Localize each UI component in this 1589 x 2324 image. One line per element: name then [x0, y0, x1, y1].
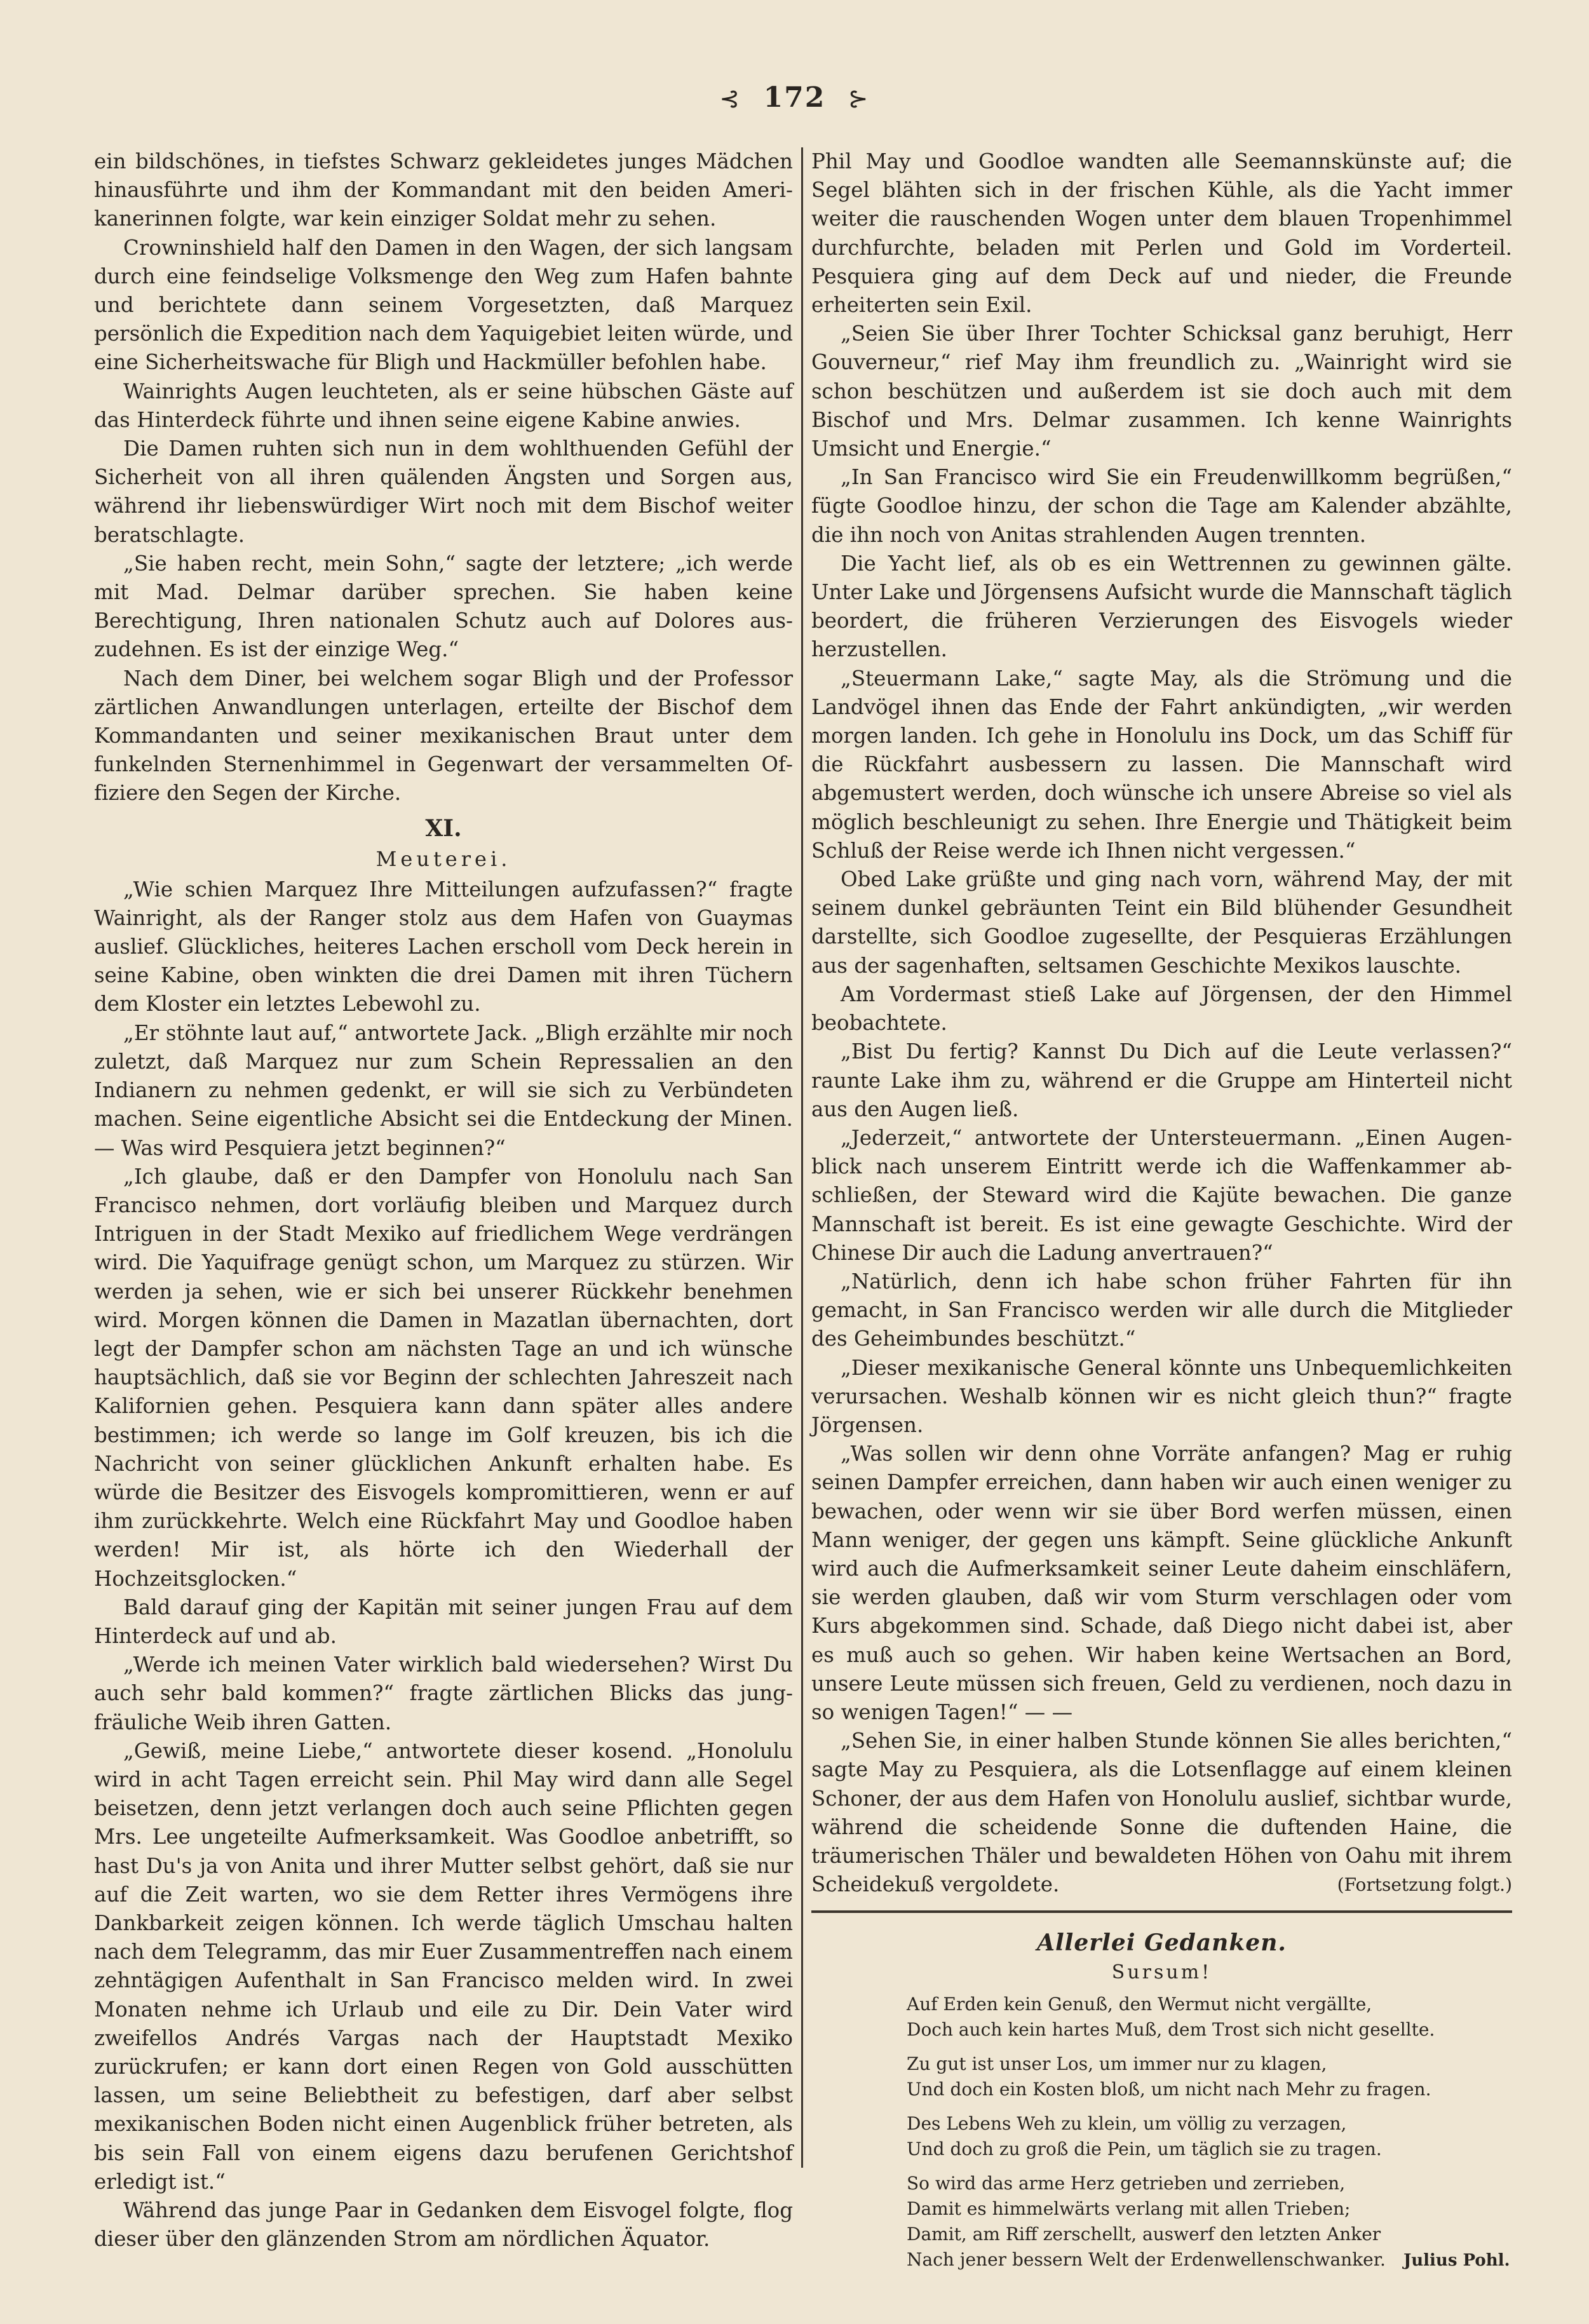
paragraph: „Er stöhnte laut auf,“ antwortete Jack. „Bligh erzählte mir noch zuletzt, daß Marquez nur zum Schein Repressalien an den Indianern zu nehmen gedenkt, er will sie sich zu Verbündeten machen. Seine eigentliche Absicht sei die Entdeckung der Minen. — Was wird Pesquiera jetzt beginnen?“ [94, 1020, 793, 1160]
poem-line: Und doch zu groß die Pein, um täglich sie zu tragen. [907, 2138, 1382, 2160]
poem-line: Und doch ein Kosten bloß, um nicht nach Mehr zu fragen. [907, 2079, 1431, 2100]
poem [907, 1992, 1512, 2273]
paragraph: ein bildschönes, in tiefstes Schwarz gekleidetes junges Mädchen hinausführte und ihm der Kommandant mit den beiden Amerikanerinnen folgte, war kein einziger Soldat mehr zu sehen. [94, 149, 793, 231]
paragraph: Die Damen ruhten sich nun in dem wohlthuenden Gefühl der Sicherheit von all ihren quälenden Ängsten und Sorgen aus, während ihr liebenswürdiger Wirt noch mit dem Bischof weiter beratschlagte. [94, 436, 793, 547]
box-title: Allerlei Gedanken. [1037, 1929, 1287, 1957]
paragraph: „Werde ich meinen Vater wirklich bald wiedersehen? Wirst Du auch sehr bald kommen?“ fragte zärtlichen Blicks das jungfräuliche Weib ihren Gatten. [94, 1652, 793, 1734]
paragraph: Crowninshield half den Damen in den Wagen, der sich langsam durch eine feindselige Volksmenge den Weg zum Hafen bahnte und berichtete dann seinem Vorgesetzten, daß Marquez persönlich die Expedition nach dem Yaquigebiet leiten würde, und eine Sicherheitswache für Bligh und Hackmüller befohlen habe. [94, 235, 793, 375]
paragraph: Wainrights Augen leuchteten, als er seine hübschen Gäste auf das Hinterdeck führte und ihnen seine eigene Kabine anwies. [94, 379, 793, 432]
column-divider [801, 147, 803, 2168]
poem-line: So wird das arme Herz getrieben und zerrieben, [907, 2173, 1346, 2194]
continued-note: (Fortsetzung folgt.) [1337, 1874, 1512, 1896]
poem-line: Zu gut ist unser Los, um immer nur zu klagen, [907, 2053, 1327, 2075]
paragraph: Nach dem Diner, bei welchem sogar Bligh und der Professor zärtlichen Anwandlungen unterlagen, erteilte der Bischof dem Kommandanten und seiner mexikanischen Braut unter dem funkelnden Sternenhimmel in Gegenwart der versammelten Offiziere den Segen der Kirche. [94, 666, 793, 806]
paragraph: „Sie haben recht, mein Sohn,“ sagte der letztere; „ich werde mit Mad. Delmar darüber sprechen. Sie haben keine Berechtigung, Ihren nationalen Schutz auch auf Dolores auszudehnen. Es ist der einzige Weg.“ [94, 551, 793, 662]
paragraph: Phil May und Goodloe wandten alle Seemannskünste auf; die Segel blähten sich in der frischen Kühle, als die Yacht immer weiter die rauschenden Wogen unter dem blauen Tropenhimmel durchfurchte, beladen mit Perlen und Gold im Vorderteil. Pesquiera ging auf dem Deck auf und nieder, die Freunde erheiterten sein Exil. [811, 149, 1512, 318]
poem-author: Julius Pohl. [1403, 2251, 1510, 2271]
poem-line: Damit, am Riff zerschellt, auswerf den letzten Anker [907, 2224, 1381, 2245]
poem-line [907, 2247, 1512, 2273]
page-header [0, 81, 1589, 114]
poem-line-text: Nach jener bessern Welt der Erdenwellenschwanker. [907, 2249, 1386, 2271]
paragraph [811, 1727, 1512, 1899]
chapter-number: XI. [425, 814, 462, 842]
paragraph: „Jederzeit,“ antwortete der Untersteuermann. „Einen Augenblick nach unserem Eintritt werde ich die Waffenkammer abschließen, der Steward wird die Kajüte bewachen. Die ganze Mannschaft ist bereit. Es ist eine gewagte Geschichte. Wird der Chinese Dir auch die Ladung anvertrauen?“ [811, 1125, 1512, 1265]
paragraph: Die Yacht lief, als ob es ein Wettrennen zu gewinnen gälte. Unter Lake und Jörgensens Aufsicht wurde die Mannschaft täglich beordert, die früheren Verzierungen des Eisvogels wieder herzustellen. [811, 551, 1512, 662]
paragraph: „Gewiß, meine Liebe,“ antwortete dieser kosend. „Honolulu wird in acht Tagen erreicht sein. Phil May wird dann alle Segel beisetzen, denn jetzt verlangen doch auch seine Pflichten gegen Mrs. Lee ungeteilte Aufmerksamkeit. Was Goodloe anbetrifft, so hast Du's ja von Anita und ihrer Mutter selbst gehört, daß sie nur auf die Zeit warten, wo sie dem Retter ihres Vermögens ihre Dankbarkeit zeigen können. Ich werde täglich Umschau halten nach dem Telegramm, das mir Euer Zusammentreffen nach einem zehntägigen Aufenthalt in San Francisco melden wird. In zwei Monaten nehme ich Urlaub und eile zu Dir. Dein Vater wird zweifellos Andrés Vargas nach der Hauptstadt Mexiko zurückrufen; er kann dort einen Regen von Gold ausschütten lassen, um seine Beliebtheit zu befestigen, darf aber selbst mexikanischen Boden nicht einen Augenblick früher betreten, als bis sein Fall von einem eigens dazu berufenen Gerichtshof erledigt ist.“ [94, 1738, 793, 2194]
poem-line: Des Lebens Weh zu klein, um völlig zu verzagen, [907, 2113, 1347, 2135]
ornament-right-icon: ⊱ [848, 84, 870, 112]
paragraph: „Wie schien Marquez Ihre Mitteilungen aufzufassen?“ fragte Wainright, als der Ranger stolz aus dem Hafen von Guaymas auslief. Glückliches, heiteres Lachen erscholl vom Deck herein in seine Kabine, oben winkten die drei Damen mit ihren Tüchern dem Kloster ein letztes Lebewohl zu. [94, 877, 793, 1017]
chapter-title: Meuterei. [375, 846, 511, 871]
ornament-left-icon: ⊰ [719, 84, 741, 112]
paragraph: Bald darauf ging der Kapitän mit seiner jungen Frau auf dem Hinterdeck auf und ab. [94, 1595, 793, 1648]
paragraph: Während das junge Paar in Gedanken dem Eisvogel folgte, flog dieser über den glänzenden Strom am nördlichen Äquator. [94, 2198, 793, 2252]
poem-line: Doch auch kein hartes Muß, dem Trost sich nicht gesellte. [907, 2019, 1435, 2041]
box-subtitle: Sursum! [1111, 1961, 1212, 1984]
poem-line: Damit es himmelwärts verlang mit allen Trieben; [907, 2198, 1351, 2220]
poem-line: Auf Erden kein Genuß, den Wermut nicht vergällte, [907, 1994, 1372, 2015]
page-number: 172 [763, 81, 826, 114]
paragraph: „Ich glaube, daß er den Dampfer von Honolulu nach San Francisco nehmen, dort vorläufig bleiben und Marquez durch Intriguen in der Stadt Mexiko auf friedlichem Wege verdrängen wird. Die Yaquifrage genügt schon, um Marquez zu stürzen. Wir werden ja sehen, wie er sich bei unserer Rückkehr benehmen wird. Morgen können die Damen in Mazatlan übernachten, dort legt der Dampfer schon am nächsten Tage an und ich wünsche hauptsächlich, daß sie vor Beginn der schlechten Jahreszeit nach Kalifornien gehen. Pesquiera kann dann später alles andere bestimmen; ich werde so lange im Golf kreuzen, bis ich die Nachricht von seiner glücklichen Ankunft erhalten habe. Es würde die Besitzer des Eisvogels kompromittieren, wenn er auf ihm zurückkehrte. Welch eine Rückfahrt May und Goodloe haben werden! Mir ist, als hörte ich den Wiederhall der Hochzeitsglocken.“ [94, 1164, 793, 1591]
paragraph: Am Vordermast stieß Lake auf Jörgensen, der den Himmel beobachtete. [811, 982, 1512, 1036]
paragraph-text: „Sehen Sie, in einer halben Stunde können Sie alles berichten,“ sagte May zu Pesquiera, als die Lotsenflagge auf einem kleinen Schoner, der aus dem Hafen von Honolulu auslief, sichtbar wurde, während die scheidende Sonne die duftenden Haine, die träumerischen Thäler und bewaldeten Höhen von Oahu mit ihrem Scheidekuß vergoldete. [811, 1729, 1512, 1897]
paragraph: „Steuermann Lake,“ sagte May, als die Strömung und die Landvögel ihnen das Ende der Fahrt ankündigten, „wir werden morgen landen. Ich gehe in Honolulu ins Dock, um das Schiff für die Rückfahrt ausbessern zu lassen. Die Mannschaft wird abgemustert werden, doch wünsche ich unsere Abreise so viel als möglich beschleunigt zu sehen. Ihre Energie und Thätigkeit beim Schluß der Reise werde ich Ihnen nicht vergessen.“ [811, 666, 1512, 863]
paragraph: „In San Francisco wird Sie ein Freudenwillkomm begrüßen,“ fügte Goodloe hinzu, der schon die Tage am Kalender abzählte, die ihn noch von Anitas strahlenden Augen trennten. [811, 465, 1512, 547]
paragraph: „Dieser mexikanische General könnte uns Unbequemlichkeiten verursachen. Weshalb können wir es nicht gleich thun?“ fragte Jörgensen. [811, 1355, 1512, 1437]
paragraph: „Bist Du fertig? Kannst Du Dich auf die Leute verlassen?“ raunte Lake ihm zu, während er die Gruppe am Hinterteil nicht aus den Augen ließ. [811, 1039, 1512, 1121]
paragraph: „Natürlich, denn ich habe schon früher Fahrten für ihn gemacht, in San Francisco werden wir alle durch die Mitglieder des Geheimbundes beschützt.“ [811, 1269, 1512, 1351]
right-column [811, 147, 1512, 2271]
left-column [94, 147, 793, 2252]
paragraph: Obed Lake grüßte und ging nach vorn, während May, der mit seinem dunkel gebräunten Teint ein Bild blühender Gesundheit darstellte, sich Goodloe zugesellte, der Pesquieras Erzählungen aus der sagenhaften, seltsamen Geschichte Mexikos lauschte. [811, 867, 1512, 978]
section-divider [811, 1910, 1512, 1913]
paragraph: „Seien Sie über Ihrer Tochter Schicksal ganz beruhigt, Herr Gouverneur,“ rief May ihm freundlich zu. „Wainright wird sie schon beschützen und außerdem ist sie doch auch mit dem Bischof und Mrs. Delmar zusammen. Ich kenne Wainrights Umsicht und Energie.“ [811, 321, 1512, 461]
paragraph: „Was sollen wir denn ohne Vorräte anfangen? Mag er ruhig seinen Dampfer erreichen, dann haben wir auch einen weniger zu bewachen, oder wenn wir sie über Bord werfen müssen, einen Mann weniger, der gegen uns kämpft. Seine glückliche Ankunft wird auch die Aufmerksamkeit seiner Leute daheim einschläfern, sie werden glauben, daß wir vom Sturm verschlagen oder vom Kurs abgekommen sind. Schade, daß Diego nicht dabei ist, aber es muß auch so gehen. Wir haben keine Wertsachen an Bord, unsere Leute müssen sich freuen, Geld zu verdienen, noch dazu in so wenigen Tagen!“ — — [811, 1442, 1512, 1724]
